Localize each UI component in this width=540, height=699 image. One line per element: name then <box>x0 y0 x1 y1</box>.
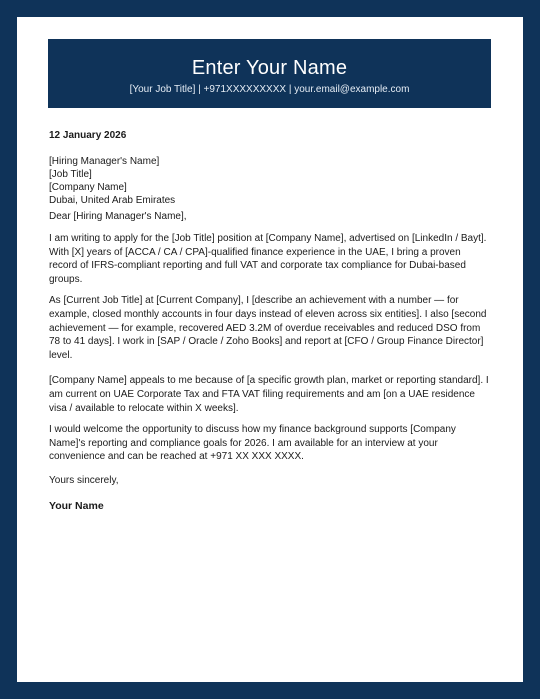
recipient-company: [Company Name] <box>49 182 127 193</box>
recipient-name: [Hiring Manager's Name] <box>49 155 160 167</box>
header-banner <box>48 39 491 108</box>
signature-name: Your Name <box>49 499 104 512</box>
contact-line: [Your Job Title] | +971XXXXXXXXX | your.email@example.com <box>129 84 410 95</box>
recipient-location: Dubai, United Arab Emirates <box>49 195 176 207</box>
applicant-name: Enter Your Name <box>191 57 348 79</box>
recipient-address <box>49 155 489 208</box>
recipient-title: [Job Title] <box>49 168 92 180</box>
letter-page <box>17 17 523 682</box>
paragraph-achievements: As [Current Job Title] at [Current Company], I [describe an achievement with a number — for example, closed monthly accounts in four days instead of eleven across six entities]. I also [second achievement — for example, recovered AED 3.2M of overdue receivables and reduced DSO from 78 to 41 days]. I work in [SAP / Oracle / Zoho Books] and report at [CFO / Group Finance Director] level. <box>49 295 487 361</box>
paragraph-motivation: [Company Name] appeals to me because of [a specific growth plan, market or reporting standard]. I am current on UAE Corporate Tax and FTA VAT filing requirements and am [on a UAE residence visa / available to relocate within X weeks]. <box>49 375 489 414</box>
closing-phrase: Yours sincerely, <box>49 474 119 486</box>
letter-body <box>49 129 489 513</box>
paragraph-intro: I am writing to apply for the [Job Title] position at [Company Name], advertised on [LinkedIn / Bayt]. With [X] years of [ACCA / CA / CPA]-qualified finance experience in the UAE, I bring a proven record of IFRS-compliant reporting and full VAT and corporate tax compliance for Dubai-based groups. <box>49 233 487 285</box>
salutation: Dear [Hiring Manager's Name], <box>49 211 187 223</box>
paragraph-closing: I would welcome the opportunity to discuss how my finance background supports [Company Name]'s reporting and compliance goals for 2026. I am available for an interview at your convenience and can be reached at +971 XX XXX XXXX. <box>49 424 456 463</box>
letter-date: 12 January 2026 <box>49 130 127 141</box>
